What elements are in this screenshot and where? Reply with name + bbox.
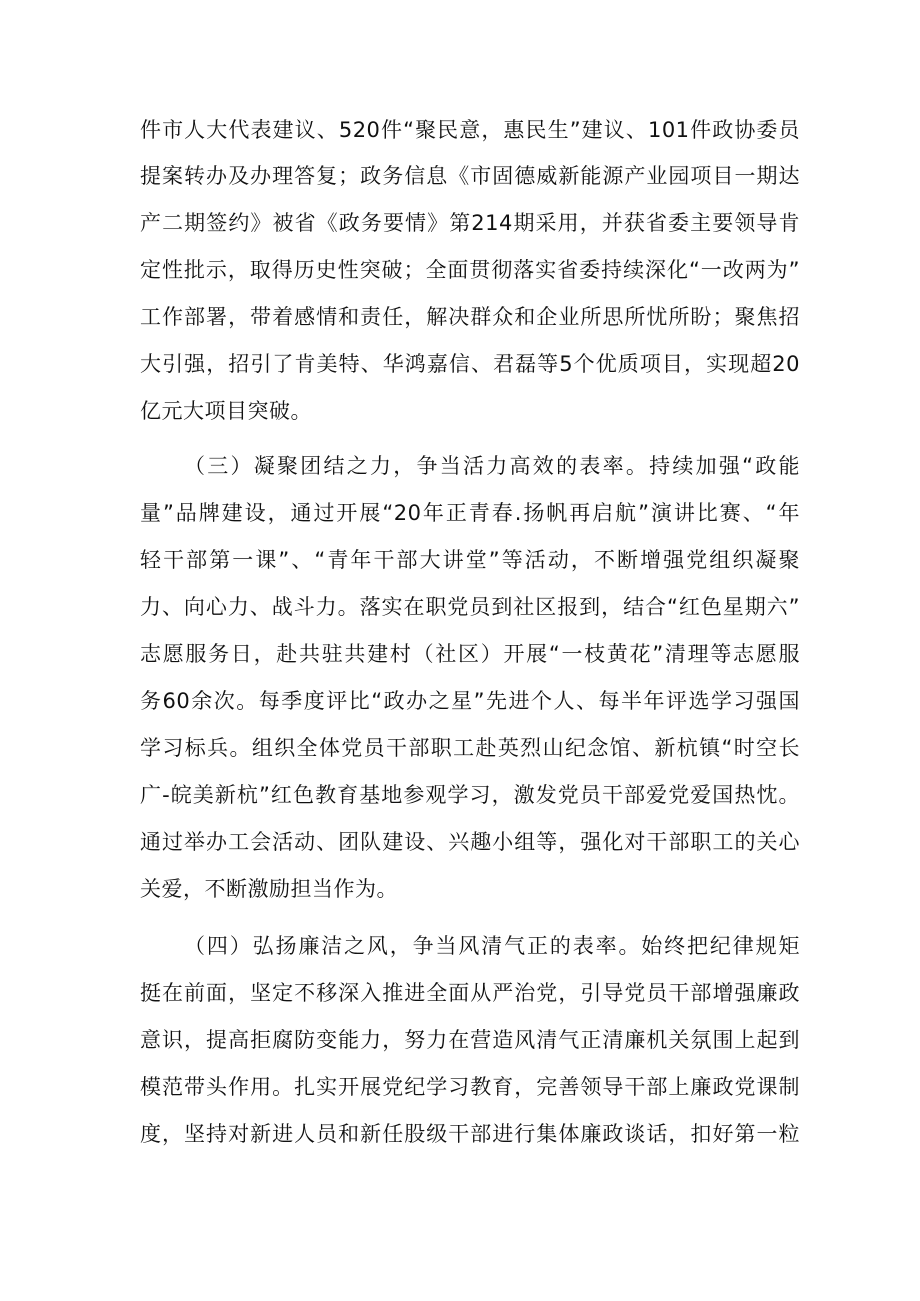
text-line: 学习标兵。组织全体党员干部职工赴英烈山纪念馆、新杭镇“时空长: [140, 736, 800, 760]
text-line: 度，坚持对新进人员和新任股级干部进行集体廉政谈话，扣好第一粒: [140, 1122, 800, 1146]
text-line: 产二期签约》被省《政务要情》第214期采用，并获省委主要领导肯: [140, 211, 800, 235]
text-line: 通过举办工会活动、团队建设、兴趣小组等，强化对干部职工的关心: [140, 830, 800, 854]
text-line: 挺在前面，坚定不移深入推进全面从严治党，引导党员干部增强廉政: [140, 981, 800, 1005]
text-line: 轻干部第一课”、“青年干部大讲堂”等活动，不断增强党组织凝聚: [140, 548, 800, 572]
text-line: 量”品牌建设，通过开展“20年正青春.扬帆再启航”演讲比赛、“年: [140, 501, 800, 525]
text-line: 关爱，不断激励担当作为。: [140, 877, 398, 901]
text-line: 件市人大代表建议、520件“聚民意，惠民生”建议、101件政协委员: [140, 118, 800, 142]
text-line: 务60余次。每季度评比“政办之星”先进个人、每半年评选学习强国: [140, 689, 800, 713]
text-line: 志愿服务日，赴共驻共建村（社区）开展“一枝黄花”清理等志愿服: [140, 642, 800, 666]
text-line: 亿元大项目突破。: [140, 399, 312, 423]
text-line: 广-皖美新杭”红色教育基地参观学习，激发党员干部爱党爱国热忱。: [140, 783, 800, 807]
section-heading-line: （四）弘扬廉洁之风，争当风清气正的表率。始终把纪律规矩: [184, 934, 800, 958]
text-line: 力、向心力、战斗力。落实在职党员到社区报到，结合“红色星期六”: [140, 595, 800, 619]
section-heading-line: （三）凝聚团结之力，争当活力高效的表率。持续加强“政能: [184, 454, 800, 478]
text-line: 意识，提高拒腐防变能力，努力在营造风清气正清廉机关氛围上起到: [140, 1028, 800, 1052]
text-line: 大引强，招引了肯美特、华鸿嘉信、君磊等5个优质项目，实现超20: [140, 352, 800, 376]
text-line: 提案转办及办理答复；政务信息《市固德威新能源产业园项目一期达: [140, 164, 800, 188]
text-line: 模范带头作用。扎实开展党纪学习教育，完善领导干部上廉政党课制: [140, 1075, 800, 1099]
text-line: 定性批示，取得历史性突破；全面贯彻落实省委持续深化“一改两为”: [140, 258, 800, 282]
text-line: 工作部署，带着感情和责任，解决群众和企业所思所忧所盼；聚焦招: [140, 305, 800, 329]
